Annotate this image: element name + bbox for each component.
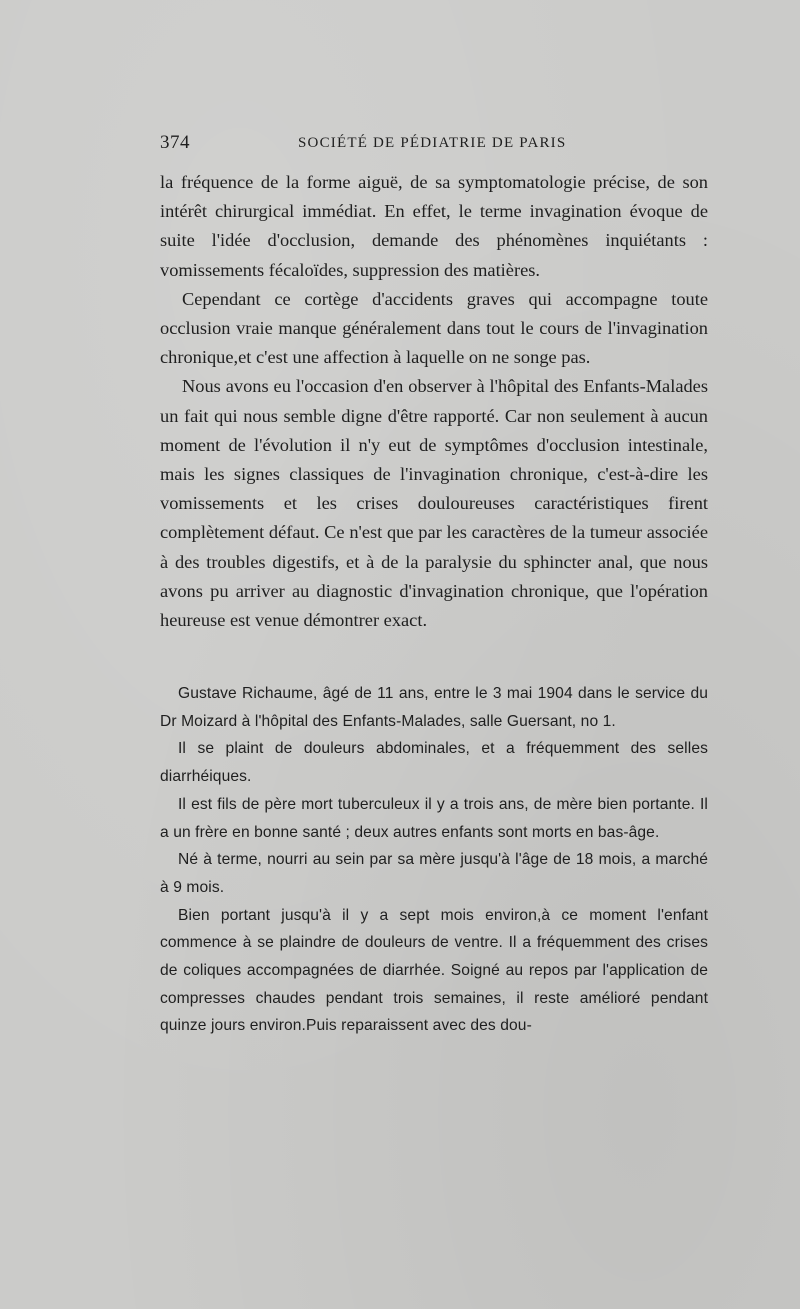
main-text (160, 168, 708, 635)
case-paragraph: Il est fils de père mort tuberculeux il y a trois ans, de mère bien portante. Il a un frère en bonne santé ; deux autres enfants sont morts en bas-âge. (160, 795, 708, 841)
paragraph: la fréquence de la forme aiguë, de sa symptomatologie précise, de son intérêt chirurgical immédiat. En effet, le terme invagination évoque de suite l'idée d'occlusion, demande des phénomènes inquiétants : vomissements fécaloïdes, suppression des matières. (160, 172, 708, 280)
page-header (160, 132, 710, 158)
paragraph: Nous avons eu l'occasion d'en observer à l'hôpital des Enfants-Malades un fait qui nous semble digne d'être rapporté. Car non seulement à aucun moment de l'évolution il n'y eut de symptômes d'occlusion intestinale, mais les signes classiques de l'invagination chronique, c'est-à-dire les vomissements et les crises douloureuses caractéristiques firent complètement défaut. Ce n'est que par les caractères de la tumeur associée à des troubles digestifs, et à de la paralysie du sphincter anal, que nous avons pu arriver au diagnostic d'invagination chronique, que l'opération heureuse est venue démontrer exact. (160, 376, 708, 631)
case-report (160, 680, 708, 1040)
case-paragraph: Gustave Richaume, âgé de 11 ans, entre le 3 mai 1904 dans le service du Dr Moizard à l'hôpital des Enfants-Malades, salle Guersant, no 1. (160, 685, 708, 730)
case-paragraph: Bien portant jusqu'à il y a sept mois environ,à ce moment l'enfant commence à se plaindre de douleurs de ventre. Il a fréquemment des crises de coliques accompagnées de diarrhée. Soigné au repos par l'application de compresses chaudes pendant trois semaines, il reste amélioré pendant quinze jours environ.Puis reparaissent avec des dou- (160, 906, 708, 1035)
paragraph: Cependant ce cortège d'accidents graves qui accompagne toute occlusion vraie manque généralement dans tout le cours de l'invagination chronique,et c'est une affection à laquelle on ne songe pas. (160, 288, 708, 368)
case-paragraph: Il se plaint de douleurs abdominales, et a fréquemment des selles diarrhéiques. (160, 740, 708, 786)
case-paragraph: Né à terme, nourri au sein par sa mère jusqu'à l'âge de 18 mois, a marché à 9 mois. (160, 851, 708, 896)
page-number: 374 (160, 132, 190, 153)
running-title: SOCIÉTÉ DE PÉDIATRIE DE PARIS (298, 135, 567, 151)
